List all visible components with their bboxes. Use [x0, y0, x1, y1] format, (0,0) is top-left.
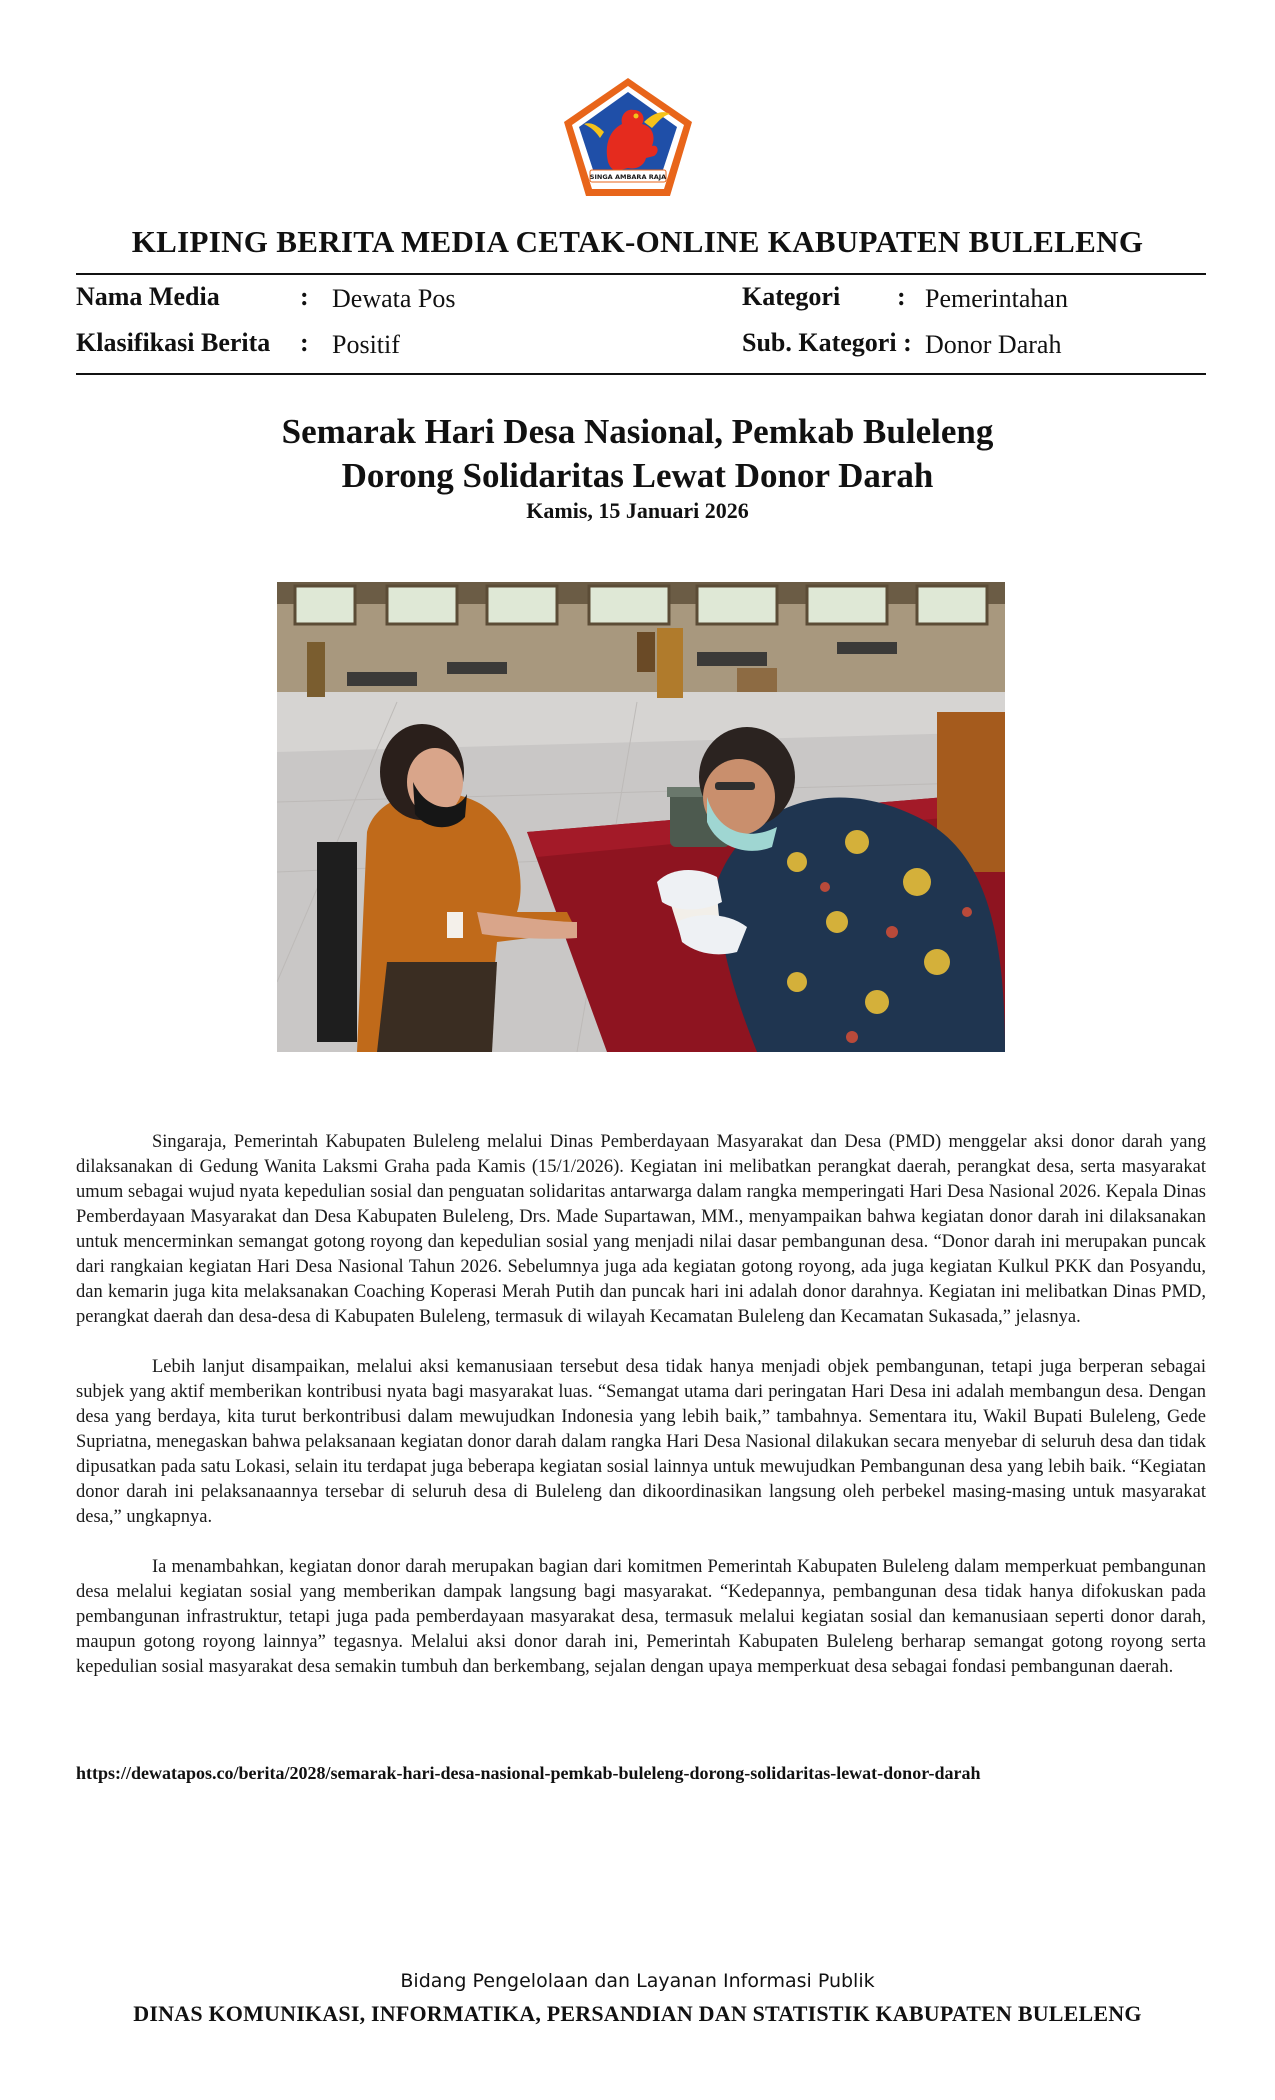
nama-media-value: Dewata Pos — [332, 284, 456, 313]
article-paragraph: Ia menambahkan, kegiatan donor darah merupakan bagian dari komitmen Pemerintah Kabupaten Buleleng dalam memperkuat pembangunan desa melalui kegiatan sosial yang memberikan dampak langsung bagi masyarakat. “Kedepannya, pembangunan desa tidak hanya difokuskan pada pembangunan infrastruktur, tetapi juga pada pemberdayaan masyarakat desa, termasuk melalui kegiatan sosial dan kemanusiaan seperti donor darah, maupun gotong royong lainnya” tegasnya. Melalui aksi donor darah ini, Pemerintah Kabupaten Buleleng berharap semangat gotong royong serta kepedulian sosial masyarakat desa semakin tumbuh dan berkembang, sejalan dengan upaya memperkuat desa sebagai fondasi pembangunan daerah. — [76, 1557, 1206, 1677]
article-paragraph: Singaraja, Pemerintah Kabupaten Buleleng melalui Dinas Pemberdayaan Masyarakat dan Desa (PMD) menggelar aksi donor darah yang dilaksanakan di Gedung Wanita Laksmi Graha pada Kamis (15/1/2026). Kegiatan ini melibatkan perangkat daerah, perangkat desa, serta masyarakat umum sebagai wujud nyata kepedulian sosial dan penguatan solidaritas antarwarga dalam rangka memperingati Hari Desa Nasional 2026. Kepala Dinas Pemberdayaan Masyarakat dan Desa Kabupaten Buleleng, Drs. Made Supartawan, MM., menyampaikan bahwa kegiatan donor darah ini dilaksanakan untuk mencerminkan semangat gotong royong dan kepedulian sosial yang menjadi nilai dasar pembangunan desa. “Donor darah ini merupakan puncak dari rangkaian kegiatan Hari Desa Nasional Tahun 2026. Sebelumnya juga ada kegiatan gotong royong, ada juga kegiatan Kulkul PKK dan Posyandu, dan kemarin juga kita melaksanakan Coaching Koperasi Merah Putih dan puncak hari ini adalah donor darahnya. Kegiatan ini melibatkan Dinas PMD, perangkat daerah dan desa-desa di Kabupaten Buleleng, termasuk di wilayah Kecamatan Buleleng dan Kecamatan Sukasada,” jelasnya. — [76, 1132, 1206, 1327]
document-header-title: KLIPING BERITA MEDIA CETAK-ONLINE KABUPATEN BULELENG — [131, 224, 1144, 259]
crest-motto: SINGA AMBARA RAJA — [589, 173, 667, 181]
kategori-label: Kategori — [742, 282, 841, 311]
nama-media-colon: : — [300, 282, 309, 311]
nama-media-label: Nama Media — [76, 282, 220, 311]
article-paragraph: Lebih lanjut disampaikan, melalui aksi kemanusiaan tersebut desa tidak hanya menjadi objek pembangunan, tetapi juga berperan sebagai subjek yang aktif memberikan kontribusi nyata bagi masyarakat luas. “Semangat utama dari peringatan Hari Desa ini adalah membangun desa. Dengan desa yang berdaya, kita turut berkontribusi dalam mewujudkan Indonesia yang lebih baik,” tambahnya. Sementara itu, Wakil Bupati Buleleng, Gede Supriatna, menegaskan bahwa pelaksanaan kegiatan donor darah dalam rangka Hari Desa Nasional dilakukan secara menyebar di seluruh desa dan tidak dipusatkan pada satu Lokasi, selain itu terdapat juga beberapa kegiatan sosial lainnya untuk mewujudkan Pembangunan desa yang lebih baik. “Kegiatan donor darah ini pelaksanaannya tersebar di seluruh desa di Buleleng dan dikoordinasikan langsung oleh perbekel masing-masing untuk masyarakat desa,” ungkapnya. — [76, 1357, 1206, 1527]
klasifikasi-colon: : — [300, 328, 309, 357]
footer-department: Bidang Pengelolaan dan Layanan Informasi Publik — [400, 1970, 875, 1992]
footer-agency: DINAS KOMUNIKASI, INFORMATIKA, PERSANDIAN DAN STATISTIK KABUPATEN BULELENG — [133, 2001, 1142, 2026]
header-divider-top — [76, 273, 1206, 275]
blood-donation-photo — [277, 582, 1005, 1052]
article-body — [76, 1130, 1206, 1705]
kategori-colon: : — [897, 282, 906, 311]
buleleng-crest-logo — [560, 74, 696, 200]
source-url-link[interactable]: https://dewatapos.co/berita/2028/semarak-hari-desa-nasional-pemkab-buleleng-dorong-solidaritas-lewat-donor-darah — [76, 1763, 981, 1783]
kategori-value: Pemerintahan — [925, 284, 1068, 313]
sub-kategori-label: Sub. Kategori : — [742, 328, 912, 357]
singa-ambara-raja-crest-icon — [560, 74, 696, 200]
klasifikasi-value: Positif — [332, 330, 400, 359]
article-title-line2: Dorong Solidaritas Lewat Donor Darah — [341, 456, 934, 495]
klasifikasi-label: Klasifikasi Berita — [76, 328, 271, 357]
header-divider-bottom — [76, 373, 1206, 375]
article-title — [0, 410, 1275, 498]
meta-row-1 — [0, 282, 1275, 322]
meta-row-2 — [0, 328, 1275, 368]
article-date: Kamis, 15 Januari 2026 — [526, 498, 749, 523]
article-photo — [277, 582, 1005, 1052]
article-title-line1: Semarak Hari Desa Nasional, Pemkab Buleleng — [281, 412, 994, 451]
sub-kategori-value: Donor Darah — [925, 330, 1062, 359]
